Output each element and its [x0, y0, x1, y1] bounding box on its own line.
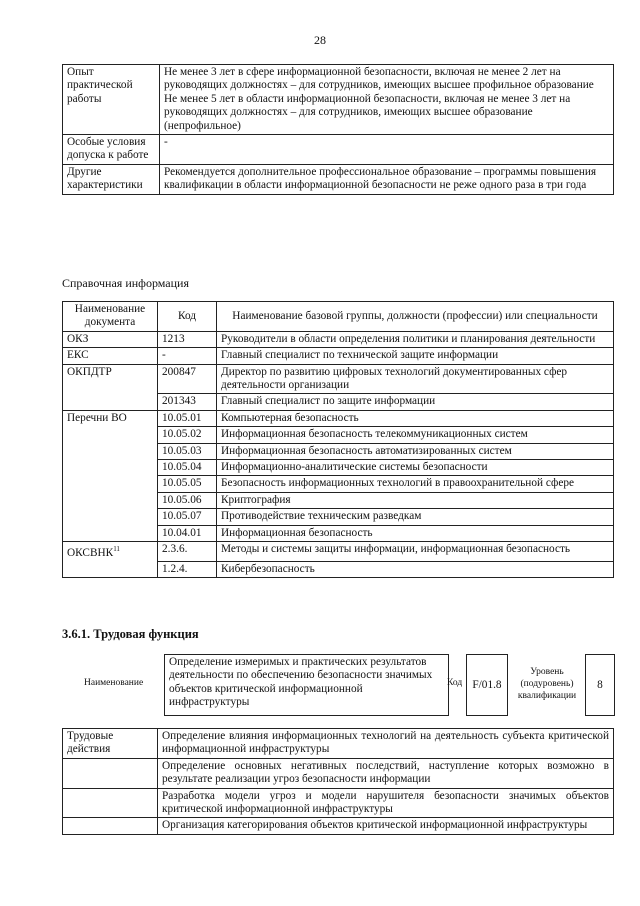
- table-row: [63, 364, 614, 394]
- action-item: Определение влияния информационных технологий на деятельность субъекта критической информационной инфраструктуры: [158, 729, 614, 759]
- header-name: Наименование базовой группы, должности (профессии) или специальности: [217, 302, 614, 332]
- table-header-row: [63, 302, 614, 332]
- experience-cell: [160, 65, 614, 135]
- code-cell: 10.05.03: [158, 443, 217, 459]
- name-cell: Кибербезопасность: [217, 561, 614, 577]
- name-cell: Безопасность информационных технологий в правоохранительной сфере: [217, 476, 614, 492]
- name-cell: Информационная безопасность: [217, 525, 614, 541]
- table-row: [63, 348, 614, 364]
- code-cell: 10.05.06: [158, 492, 217, 508]
- row-label-experience: Опыт практической работы: [63, 65, 160, 135]
- name-cell: Информационная безопасность автоматизированных систем: [217, 443, 614, 459]
- doc-cell-empty: [63, 427, 158, 443]
- name-cell: Информационная безопасность телекоммуникационных систем: [217, 427, 614, 443]
- doc-cell-empty: [63, 476, 158, 492]
- name-cell: Главный специалист по технической защите информации: [217, 348, 614, 364]
- table-row: [63, 410, 614, 426]
- doc-cell-empty: [63, 509, 158, 525]
- row-label-special-conditions: Особые условия допуска к работе: [63, 135, 160, 165]
- code-cell: 200847: [158, 364, 217, 394]
- doc-cell: ОКЗ: [63, 331, 158, 347]
- code-cell: 1213: [158, 331, 217, 347]
- table-row: [63, 729, 614, 759]
- table-row: [63, 788, 614, 818]
- table-row: [63, 331, 614, 347]
- table-row: [63, 164, 614, 194]
- doc-name: ОКСВНК: [67, 546, 114, 559]
- table-row: [63, 460, 614, 476]
- reference-table: [62, 301, 614, 578]
- code-cell: 10.05.02: [158, 427, 217, 443]
- code-cell: 10.05.05: [158, 476, 217, 492]
- name-cell: Методы и системы защиты информации, информационная безопасность: [217, 542, 614, 562]
- function-code-label: Код: [447, 678, 463, 688]
- function-name-label: Наименование: [84, 678, 144, 688]
- doc-cell-empty: [63, 525, 158, 541]
- table-row: [63, 818, 614, 834]
- actions-label: Трудовые действия: [63, 729, 158, 759]
- doc-cell-empty: [63, 443, 158, 459]
- function-heading: 3.6.1. Трудовая функция: [62, 627, 199, 641]
- action-item: Определение основных негативных последствий, наступление которых возможно в результате реализации угроз безопасности информации: [158, 758, 614, 788]
- name-cell: Главный специалист по защите информации: [217, 394, 614, 410]
- name-cell: Информационно-аналитические системы безопасности: [217, 460, 614, 476]
- header-doc: Наименование документа: [63, 302, 158, 332]
- doc-cell-empty: [63, 394, 158, 410]
- table-row: [63, 443, 614, 459]
- actions-label-empty: [63, 818, 158, 834]
- table-row: [63, 427, 614, 443]
- doc-cell: ОКПДТР: [63, 364, 158, 394]
- function-code: F/01.8: [466, 654, 508, 716]
- name-cell: Директор по развитию цифровых технологий документированных сфер деятельности организации: [217, 364, 614, 394]
- doc-cell: Перечни ВО: [63, 410, 158, 426]
- table-row: [63, 492, 614, 508]
- qualification-level-label: Уровень (подуровень) квалификации: [517, 667, 577, 701]
- qualification-table: [62, 64, 614, 195]
- code-cell: 2.3.6.: [158, 542, 217, 562]
- special-conditions-cell: -: [160, 135, 614, 165]
- table-row: [63, 476, 614, 492]
- experience-line: Не менее 5 лет в области информационной безопасности, включая не менее 3 лет на руководящих должностях – для сотрудников, имеющих высшее образование (непрофильное): [164, 92, 571, 132]
- table-row: [63, 65, 614, 135]
- other-characteristics-cell: Рекомендуется дополнительное профессиональное образование – программы повышения квалификации в области информационной безопасности не реже одного раза в три года: [160, 164, 614, 194]
- code-cell: 10.04.01: [158, 525, 217, 541]
- doc-cell: [63, 542, 158, 562]
- code-cell: 1.2.4.: [158, 561, 217, 577]
- code-cell: 10.05.01: [158, 410, 217, 426]
- name-cell: Руководители в области определения политики и планирования деятельности: [217, 331, 614, 347]
- doc-cell-empty: [63, 460, 158, 476]
- table-row: [63, 525, 614, 541]
- page-number: 28: [314, 33, 326, 47]
- name-cell: Противодействие техническим разведкам: [217, 509, 614, 525]
- action-item: Разработка модели угроз и модели нарушителя безопасности значимых объектов критической информационной инфраструктуры: [158, 788, 614, 818]
- labor-actions-table: [62, 728, 614, 835]
- reference-title: Справочная информация: [62, 276, 189, 290]
- code-cell: -: [158, 348, 217, 364]
- table-row: [63, 758, 614, 788]
- function-header: [62, 651, 614, 719]
- row-label-other: Другие характеристики: [63, 164, 160, 194]
- header-code: Код: [158, 302, 217, 332]
- table-row: [63, 561, 614, 577]
- table-row: [63, 394, 614, 410]
- actions-label-empty: [63, 788, 158, 818]
- code-cell: 10.05.07: [158, 509, 217, 525]
- doc-cell-empty: [63, 492, 158, 508]
- name-cell: Криптография: [217, 492, 614, 508]
- code-cell: 201343: [158, 394, 217, 410]
- table-row: [63, 542, 614, 562]
- action-item: Организация категорирования объектов критической информационной инфраструктуры: [158, 818, 614, 834]
- experience-line: Не менее 3 лет в сфере информационной безопасности, включая не менее 2 лет на руководящих должностях – для сотрудников, имеющих высшее профильное образование: [164, 66, 594, 92]
- code-cell: 10.05.04: [158, 460, 217, 476]
- function-name: Определение измеримых и практических результатов деятельности по обеспечению безопасности значимых объектов критической информационной инфраструктуры: [164, 654, 449, 716]
- name-cell: Компьютерная безопасность: [217, 410, 614, 426]
- doc-cell-empty: [63, 561, 158, 577]
- table-row: [63, 509, 614, 525]
- doc-cell: ЕКС: [63, 348, 158, 364]
- table-row: [63, 135, 614, 165]
- actions-label-empty: [63, 758, 158, 788]
- qualification-level: 8: [585, 654, 615, 716]
- footnote-marker: 11: [113, 545, 120, 554]
